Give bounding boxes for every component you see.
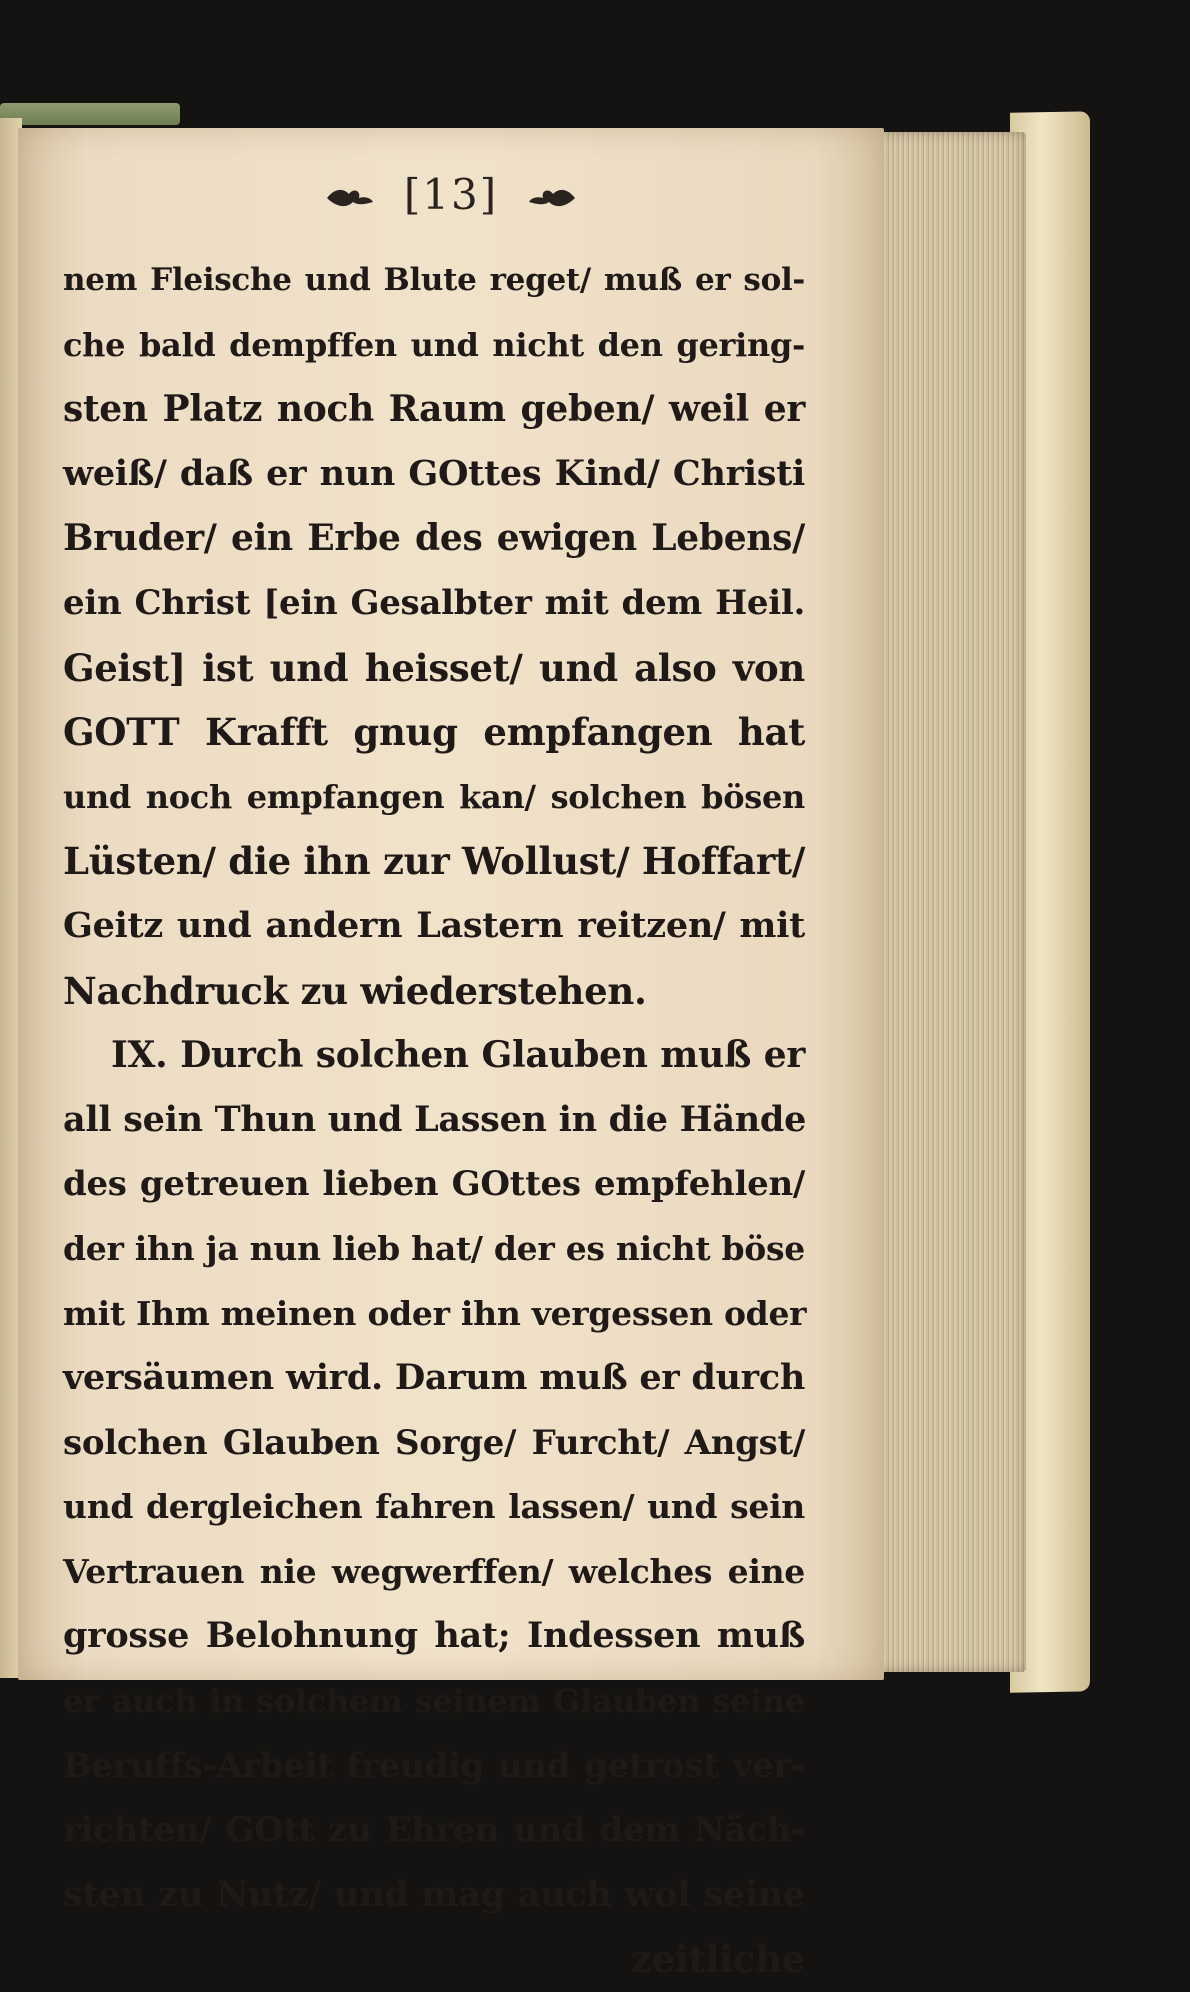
text-line: richten/ GOtt zu Ehren und dem Näch-: [63, 1810, 805, 1851]
right-ornament-icon: [527, 186, 577, 210]
text-line: Geitz und andern Lastern reitzen/ mit: [63, 904, 805, 946]
text-line: Geist] ist und heisset/ und also von: [63, 645, 805, 690]
text-line: des getreuen lieben GOttes empfehlen/: [63, 1164, 805, 1205]
body-text: [63, 248, 805, 1992]
text-line: nem Fleische und Blute reget/ muß er sol-: [63, 262, 805, 298]
text-line: und dergleichen fahren lassen/ und sein: [63, 1487, 805, 1527]
text-line: all sein Thun und Lassen in die Hände: [63, 1098, 807, 1140]
text-line: grosse Belohnung hat; Indessen muß: [63, 1615, 805, 1657]
text-line: IX. Durch solchen Glauben muß er: [111, 1034, 805, 1077]
text-line: sten zu Nutz/ und mag auch wol seine: [63, 1873, 805, 1915]
text-line: solchen Glauben Sorge/ Furcht/ Angst/: [63, 1422, 805, 1463]
text-line: Vertrauen nie wegwerffen/ welches eine: [63, 1551, 805, 1591]
text-line: versäumen wird. Darum muß er durch: [63, 1357, 805, 1399]
text-line: ein Christ [ein Gesalbter mit dem Heil.: [63, 582, 805, 623]
page-header: [18, 170, 884, 219]
text-line: mit Ihm meinen oder ihn vergessen oder: [63, 1293, 807, 1333]
text-line: Beruffs-Arbeit freudig und getrost ver-: [63, 1745, 805, 1786]
catchword: zeitliche: [630, 1937, 805, 1982]
text-line: sten Platz noch Raum geben/ weil er: [63, 388, 805, 431]
text-line: er auch in solchem seinem Glauben seine: [63, 1682, 805, 1721]
text-line: GOTT Krafft gnug empfangen hat: [63, 710, 805, 755]
text-line: Bruder/ ein Erbe des ewigen Lebens/: [63, 517, 805, 560]
text-line: Nachdruck zu wiederstehen.: [63, 968, 647, 1013]
left-ornament-icon: [325, 186, 375, 210]
page-number: [13]: [403, 170, 499, 219]
text-line: der ihn ja nun lieb hat/ der es nicht böse: [63, 1228, 805, 1268]
text-line: weiß/ daß er nun GOttes Kind/ Christi: [63, 452, 805, 494]
text-line: Lüsten/ die ihn zur Wollust/ Hoffart/: [63, 839, 806, 884]
text-line: und noch empfangen kan/ solchen bösen: [63, 777, 805, 816]
book-page: [18, 128, 884, 1982]
page-block-edges: [876, 132, 1026, 1672]
text-line: che bald dempffen und nicht den gering-: [63, 325, 805, 364]
bookmark-ribbon: [0, 103, 180, 125]
